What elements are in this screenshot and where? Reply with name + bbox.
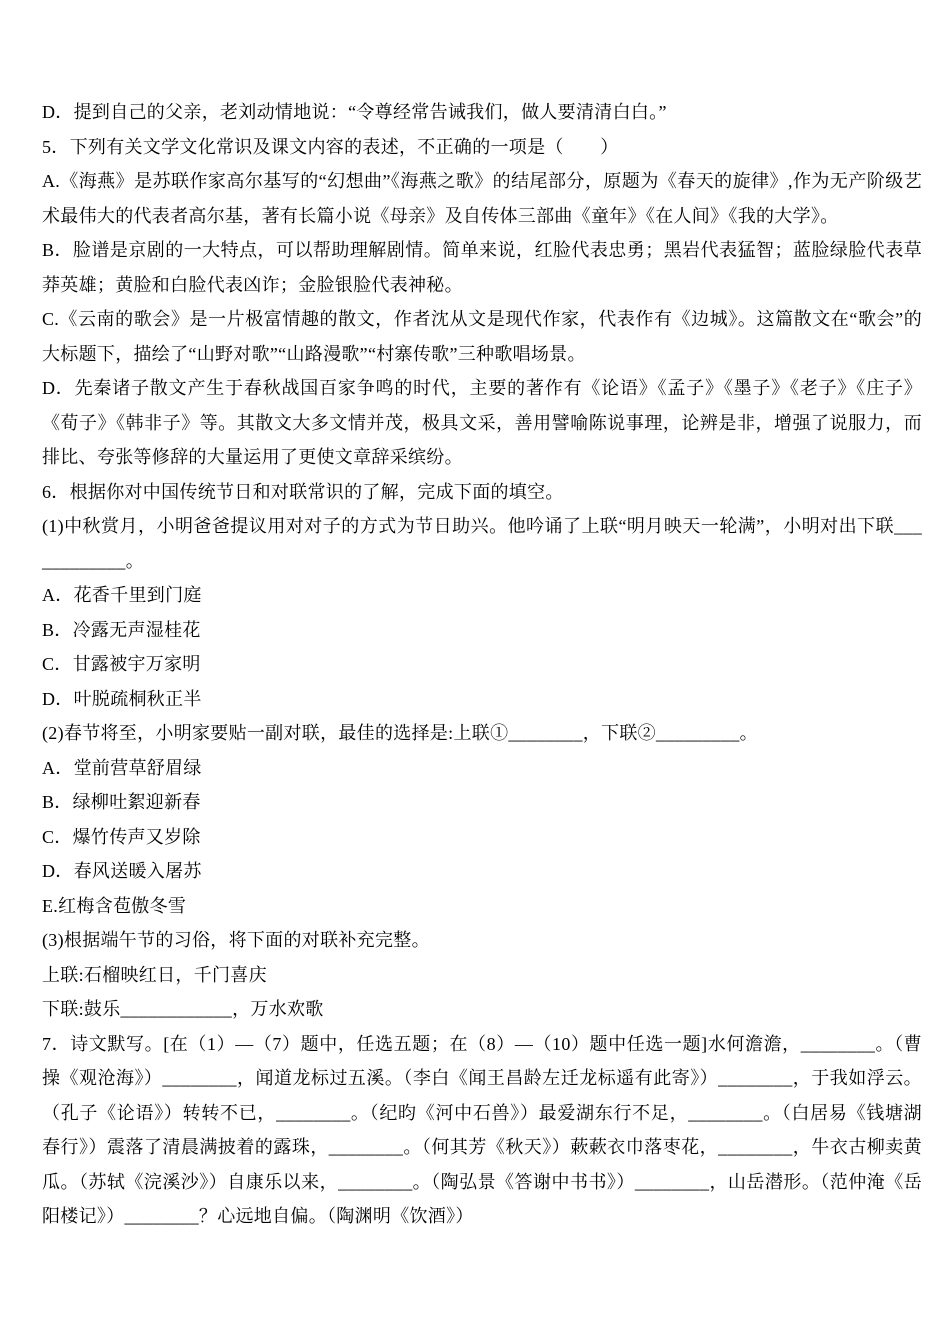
q6-part2: (2)春节将至，小明家要贴一副对联，最佳的选择是:上联①________，下联②_________。 <box>42 723 758 743</box>
q6-part1-option-a: A．花香千里到门庭 <box>42 585 202 605</box>
q5-option-b: B．脸谱是京剧的一大特点，可以帮助理解剧情。简单来说，红脸代表忠勇；黑岩代表猛智；蓝脸绿脸代表草莽英雄；黄脸和白脸代表凶诈；金脸银脸代表神秘。 <box>42 240 922 295</box>
q6-part2-option-b: B．绿柳吐絮迎新春 <box>42 792 201 812</box>
q6-part2-option-e: E.红梅含苞傲冬雪 <box>42 895 187 916</box>
q6-part2-option-c: C．爆竹传声又岁除 <box>42 826 201 847</box>
q6-part1-option-d: D．叶脱疏桐秋正半 <box>42 688 202 709</box>
q5-option-c: C.《云南的歌会》是一片极富情趣的散文，作者沈从文是现代作家，代表作有《边城》。这篇散文在“歌会”的大标题下，描绘了“山野对歌”“山路漫歌”“村寨传歌”三种歌唱场景。 <box>42 309 922 364</box>
q5-option-a: A.《海燕》是苏联作家高尔基写的“幻想曲”《海燕之歌》的结尾部分，原题为《春天的旋律》,作为无产阶级艺术最伟大的代表者高尔基，著有长篇小说《母亲》及自传体三部曲《童年》《在人间》《我的大学》。 <box>42 171 922 226</box>
q6-part3-upper-couplet: 上联:石榴映红日，千门喜庆 <box>42 964 267 985</box>
q6-part3: (3)根据端午节的习俗，将下面的对联补充完整。 <box>42 930 430 950</box>
q6-part2-option-a: A．堂前营草舒眉绿 <box>42 757 202 778</box>
q6-part3-lower-couplet: 下联:鼓乐____________，万水欢歌 <box>42 999 324 1019</box>
q6-part1-option-c: C．甘露被宇万家明 <box>42 654 201 674</box>
q6-part1-option-b: B．冷露无声湿桂花 <box>42 619 201 640</box>
q5-option-d: D．先秦诸子散文产生于春秋战国百家争鸣的时代，主要的著作有《论语》《孟子》《墨子》《老子》《庄子》《荀子》《韩非子》等。其散文大多文情并茂，极具文采，善用譬喻陈说事理，论辨是非，增强了说服力，而排比、夸张等修辞的大量运用了更使文章辞采缤纷。 <box>42 378 922 467</box>
q4-option-d: D．提到自己的父亲，老刘动情地说：“令尊经常告诫我们，做人要清清白白。” <box>42 102 667 122</box>
q6-part1: (1)中秋赏月，小明爸爸提议用对对子的方式为节日助兴。他吟诵了上联“明月映天一轮满”，小明对出下联____________。 <box>42 516 922 571</box>
q7-dictation: 7．诗文默写。[在（1）—（7）题中，任选五题；在（8）—（10）题中任选一题]水何澹澹，________。（曹操《观沧海》）________，闻道龙标过五溪。（李白《闻王昌龄左迁龙标遥有此寄》）________，于我如浮云。（孔子《论语》）转转不已，________。（纪昀《河中石兽》）最爱湖东行不足，________。（白居易《钱塘湖春行》）震落了清晨满披着的露珠，________。（何其芳《秋天》）蔌蔌衣巾落枣花，________，牛衣古柳卖黄瓜。（苏轼《浣溪沙》）自康乐以来，________。（陶弘景《答谢中书书》）________，山岳潜形。（范仲淹《岳阳楼记》）________？心远地自偏。（陶渊明《饮酒》） <box>42 1033 922 1226</box>
q6-stem: 6．根据你对中国传统节日和对联常识的了解，完成下面的填空。 <box>42 481 564 502</box>
q5-stem: 5．下列有关文学文化常识及课文内容的表述，不正确的一项是（ ） <box>42 136 619 157</box>
q6-part2-option-d: D．春风送暖入屠苏 <box>42 861 202 881</box>
